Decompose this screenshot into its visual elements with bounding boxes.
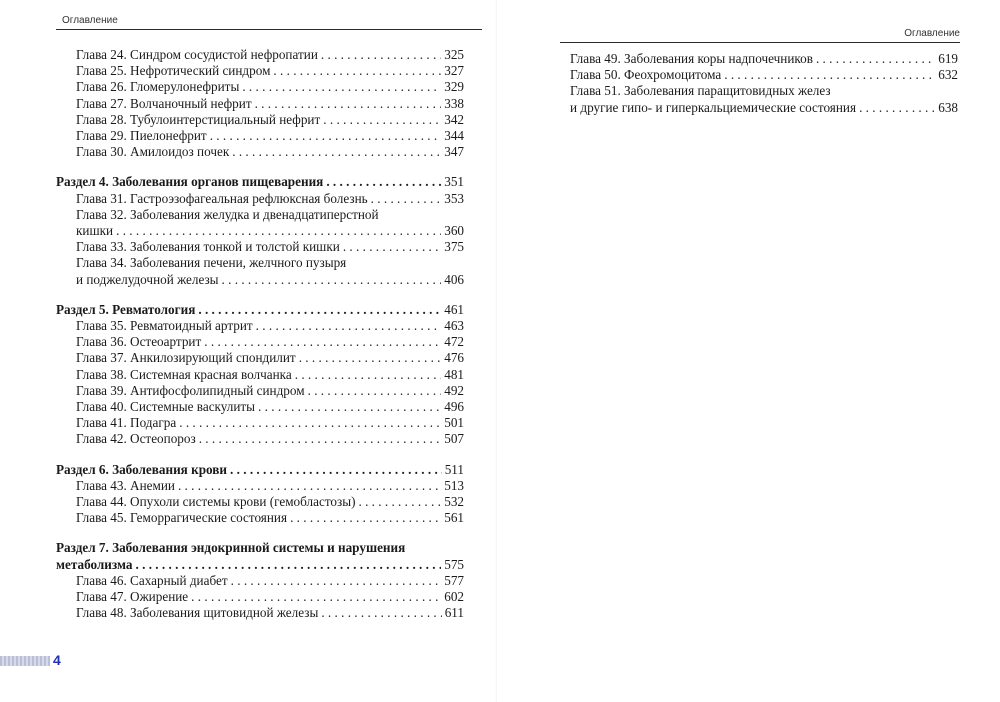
dot-leader: [290, 510, 441, 526]
toc-entry-page: 611: [444, 605, 464, 621]
toc-entry-page: 360: [444, 223, 464, 239]
toc-entry[interactable]: [570, 100, 958, 116]
toc-entry-page: 353: [444, 190, 464, 206]
toc-entry[interactable]: [56, 47, 464, 63]
toc-section[interactable]: [56, 462, 464, 478]
toc-entry[interactable]: [56, 223, 464, 239]
toc-entry[interactable]: [56, 383, 464, 399]
toc-entry-page: 501: [444, 415, 464, 431]
toc-section-page: 575: [444, 556, 464, 572]
toc-section[interactable]: [56, 302, 464, 318]
dot-leader: [116, 223, 441, 239]
toc-entry-title: Глава 50. Феохромоцитома: [570, 67, 722, 83]
dot-leader: [859, 100, 935, 116]
toc-section[interactable]: [56, 174, 464, 190]
toc-entry-title: Глава 36. Остеоартрит: [76, 334, 202, 350]
toc-right: [570, 51, 958, 116]
toc-entry[interactable]: [56, 318, 464, 334]
toc-section-title: метаболизма: [56, 556, 133, 572]
toc-entry-page: 492: [444, 382, 464, 398]
toc-entry-page: 347: [444, 144, 464, 160]
toc-entry-page: 325: [444, 47, 464, 62]
toc-section-title: Раздел 5. Ревматология: [56, 301, 196, 317]
toc-entry-page: 577: [444, 572, 464, 588]
dot-leader: [724, 67, 935, 83]
toc-entry-title: Глава 44. Опухоли системы крови (гемобластозы): [76, 494, 356, 510]
toc-entry[interactable]: [56, 272, 464, 288]
toc-section-page: 351: [444, 174, 464, 190]
toc-entry-title: Глава 25. Нефротический синдром: [76, 63, 271, 79]
running-head-right: Оглавление: [904, 28, 960, 39]
toc-entry-title: Глава 47. Ожирение: [76, 589, 189, 605]
toc-entry[interactable]: [56, 112, 464, 128]
dot-leader: [232, 144, 441, 160]
dot-leader: [323, 112, 441, 128]
dot-leader: [198, 302, 441, 318]
toc-entry[interactable]: [56, 144, 464, 160]
dot-leader: [256, 318, 442, 334]
toc-entry-title: Глава 26. Гломерулонефриты: [76, 79, 240, 95]
toc-entry-title: Глава 24. Синдром сосудистой нефропатии: [76, 47, 318, 62]
toc-entry-title: и другие гипо- и гиперкальциемические состояния: [570, 99, 857, 115]
toc-entry-title: Глава 46. Сахарный диабет: [76, 572, 228, 588]
toc-entry-page: 338: [444, 95, 464, 111]
toc-entry-page: 602: [444, 589, 464, 605]
page-edge-tab: [0, 656, 50, 666]
dot-leader: [178, 478, 441, 494]
toc-entry-page: 329: [444, 79, 464, 95]
toc-entry-title: Глава 35. Ревматоидный артрит: [76, 318, 253, 334]
toc-entry[interactable]: [570, 51, 958, 67]
toc-entry[interactable]: [56, 334, 464, 350]
toc-entry-page: 406: [444, 271, 464, 287]
dot-leader: [321, 605, 441, 621]
toc-entry-page: 561: [444, 510, 464, 526]
toc-entry-page: 476: [444, 350, 464, 366]
toc-entry[interactable]: [56, 63, 464, 79]
toc-entry-title: кишки: [76, 223, 114, 239]
toc-entry-page: 375: [444, 239, 464, 255]
toc-entry[interactable]: [56, 128, 464, 144]
toc-entry-title: Глава 29. Пиелонефрит: [76, 128, 207, 144]
dot-leader: [136, 557, 442, 573]
toc-entry-page: 481: [444, 366, 464, 382]
running-head-left: Оглавление: [62, 15, 118, 26]
toc-entry-title: Глава 31. Гастроэзофагеальная рефлюксная болезнь: [76, 190, 368, 206]
toc-section-title: Раздел 4. Заболевания органов пищеварения: [56, 174, 324, 190]
dot-leader: [191, 589, 441, 605]
toc-entry-title: Глава 45. Геморрагические состояния: [76, 510, 288, 526]
dot-leader: [321, 47, 441, 63]
toc-entry-page: 327: [444, 63, 464, 79]
toc-entry-title: Глава 28. Тубулоинтерстициальный нефрит: [76, 111, 321, 127]
toc-entry[interactable]: [56, 573, 464, 589]
toc-entry-page: 472: [444, 334, 464, 350]
dot-leader: [299, 350, 442, 366]
dot-leader: [204, 334, 441, 350]
toc-entry-page: 513: [444, 477, 464, 493]
toc-entry-title: Глава 48. Заболевания щитовидной железы: [76, 605, 319, 621]
dot-leader: [273, 63, 441, 79]
page-number: 4: [53, 652, 61, 668]
toc-entry-page: 638: [938, 99, 958, 115]
toc-entry[interactable]: [56, 415, 464, 431]
toc-entry-title: Глава 30. Амилоидоз почек: [76, 144, 230, 160]
toc-entry-title: Глава 40. Системные васкулиты: [76, 399, 256, 415]
toc-entry[interactable]: [56, 399, 464, 415]
dot-leader: [210, 128, 442, 144]
dot-leader: [371, 191, 442, 207]
toc-entry[interactable]: [570, 67, 958, 83]
toc-entry-title-line1[interactable]: Глава 51. Заболевания паращитовидных желез: [570, 83, 831, 99]
dot-leader: [308, 383, 442, 399]
dot-leader: [295, 367, 442, 383]
toc-entry[interactable]: [56, 589, 464, 605]
toc-entry[interactable]: [56, 367, 464, 383]
toc-entry-title: Глава 27. Волчаночный нефрит: [76, 95, 252, 111]
dot-leader: [343, 239, 441, 255]
toc-entry[interactable]: [56, 79, 464, 95]
toc-entry[interactable]: [56, 478, 464, 494]
toc-entry-title: Глава 37. Анкилозирующий спондилит: [76, 350, 296, 366]
dot-leader: [258, 399, 441, 415]
dot-leader: [816, 51, 935, 67]
toc-left: [56, 47, 464, 622]
toc-entry-title-line1[interactable]: Глава 32. Заболевания желудка и двенадцатиперстной: [76, 206, 379, 222]
toc-section[interactable]: [56, 557, 464, 573]
toc-entry-title: Глава 42. Остеопороз: [76, 431, 196, 447]
dot-leader: [255, 96, 442, 112]
toc-entry-page: 344: [444, 128, 464, 144]
toc-entry[interactable]: [56, 605, 464, 621]
dot-leader: [199, 431, 442, 447]
dot-leader: [242, 79, 441, 95]
toc-entry-title: и поджелудочной железы: [76, 271, 219, 287]
toc-entry[interactable]: [56, 191, 464, 207]
header-rule-left: [56, 29, 482, 30]
dot-leader: [230, 462, 442, 478]
toc-entry-title: Глава 33. Заболевания тонкой и толстой кишки: [76, 239, 340, 255]
toc-entry[interactable]: [56, 494, 464, 510]
toc-entry-title: Глава 39. Антифосфолипидный синдром: [76, 382, 305, 398]
dot-leader: [358, 494, 441, 510]
toc-entry-title: Глава 43. Анемии: [76, 477, 175, 493]
toc-entry-page: 507: [444, 431, 464, 447]
toc-entry-title: Глава 38. Системная красная волчанка: [76, 366, 292, 382]
toc-section-page: 461: [444, 301, 464, 317]
header-rule-right: [560, 42, 960, 43]
toc-entry-page: 619: [938, 51, 958, 66]
toc-entry[interactable]: [56, 239, 464, 255]
toc-entry-page: 342: [444, 111, 464, 127]
toc-entry[interactable]: [56, 96, 464, 112]
toc-entry[interactable]: [56, 431, 464, 447]
toc-section-page: 511: [444, 461, 464, 477]
dot-leader: [326, 174, 441, 190]
toc-entry-page: 463: [444, 318, 464, 334]
toc-section-title-line1[interactable]: Раздел 7. Заболевания эндокринной системы и нарушения: [56, 540, 406, 556]
toc-entry[interactable]: [56, 510, 464, 526]
dot-leader: [179, 415, 441, 431]
toc-entry-page: 496: [444, 399, 464, 415]
left-page: [0, 0, 497, 702]
toc-entry-title: Глава 41. Подагра: [76, 415, 177, 431]
toc-section-title: Раздел 6. Заболевания крови: [56, 461, 228, 477]
toc-entry[interactable]: [56, 350, 464, 366]
toc-entry-page: 532: [444, 494, 464, 510]
dot-leader: [222, 272, 442, 288]
toc-entry-title-line1[interactable]: Глава 34. Заболевания печени, желчного пузыря: [76, 255, 347, 271]
toc-entry-title: Глава 49. Заболевания коры надпочечников: [570, 51, 813, 66]
toc-entry-page: 632: [938, 67, 958, 83]
dot-leader: [231, 573, 442, 589]
